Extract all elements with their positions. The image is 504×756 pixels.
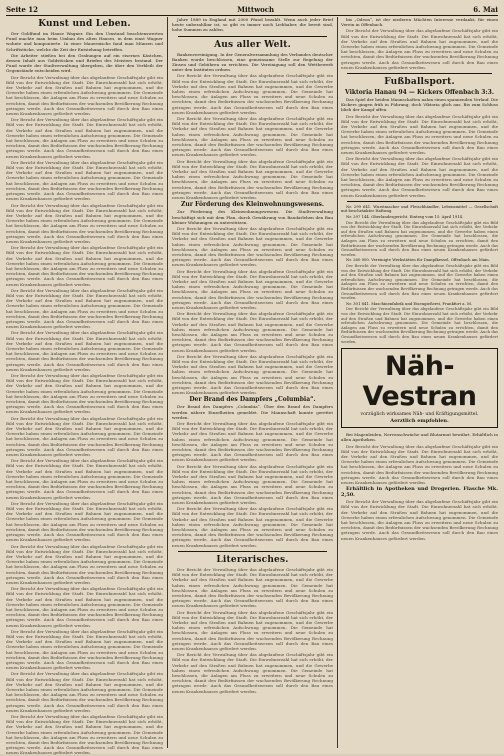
weekday: Mittwoch [237,4,275,14]
notice-entry: Nr. 299 641. Wurstmacher und Fleischhändler, Lebensmittel — Gesellschaft mit beschränkter Haftung. [341,203,498,214]
page-number: Seite 12 [6,4,39,14]
article-paragraph: Der Bericht der Verwaltung über das abgelaufene Geschäftsjahr gibt ein Bild von der Entwicklung der Stadt. Die Einwohnerzahl hat sich erhöht, der Verkehr auf den Straßen und Bahnen hat zugenommen, und die Gewerbe haben einen erfreulichen Aufschwung genommen. Die Gemeinde hat beschlossen, die Anlagen am Fluss zu erweitern und neue Schulen zu errichten, damit den Bedürfnissen der wachsenden Bevölkerung Rechnung getragen werde. Auch das Gesundheitswesen soll durch den Bau eines neuen Krankenhauses gefördert werden. [172,268,333,310]
article-paragraph: Der Bericht der Verwaltung über das abgelaufene Geschäftsjahr gibt ein Bild von der Entwicklung der Stadt. Die Einwohnerzahl hat sich erhöht, der Verkehr auf den Straßen und Bahnen hat zugenommen, und die Gewerbe haben einen erfreulichen Aufschwung genommen. Die Gemeinde hat beschlossen, die Anlagen am Fluss zu erweitern und neue Schulen zu errichten, damit den Bedürfnissen der wachsenden Bevölkerung Rechnung getragen werde. Auch das Gesundheitswesen soll durch den Bau eines neuen Krankenhauses gefördert werden. [6,671,163,713]
column-divider-1 [167,17,168,748]
article-subheading: Der Brand des Dampfers „Columbia“. [189,396,316,404]
notice-entry: Der Bericht der Verwaltung über das abgelaufene Geschäftsjahr gibt ein Bild von der Entwicklung der Stadt. Die Einwohnerzahl hat sich erhöht, der Verkehr auf den Straßen und Bahnen hat zugenommen, und die Gewerbe haben einen erfreulichen Aufschwung genommen. Die Gemeinde hat beschlossen, die Anlagen am Fluss zu erweitern und neue Schulen zu errichten, damit den Bedürfnissen der wachsenden Bevölkerung Rechnung getragen werde. Auch das Gesundheitswesen soll durch den Bau eines neuen Krankenhauses gefördert werden. [341,306,498,344]
article-paragraph: Der Bericht der Verwaltung über das abgelaufene Geschäftsjahr gibt ein Bild von der Entwicklung der Stadt. Die Einwohnerzahl hat sich erhöht, der Verkehr auf den Straßen und Bahnen hat zugenommen, und die Gewerbe haben einen erfreulichen Aufschwung genommen. Die Gemeinde hat beschlossen, die Anlagen am Fluss zu erweitern und neue Schulen zu errichten, damit den Bedürfnissen der wachsenden Bevölkerung Rechnung getragen werde. Auch das Gesundheitswesen soll durch den Bau eines neuen Krankenhauses gefördert werden. [6,543,163,585]
column-3 [341,17,498,748]
advertisement [341,348,498,428]
article-paragraph: bis „Odeon“, ist der niederen Mächten Interesse verdankt, für einen Verein in Offenbach. [341,17,498,28]
article-paragraph: Bankenvereinigung. In der Generalversammlung des Verbandes deutscher Banken wurde beschlossen, eine gemeinsame Stelle zur Regelung der Zinsen und Gebühren zu errichten. Die Vereinigung soll den Wettbewerb unter den Instituten ordnen. [172,51,333,73]
article-paragraph: Der Bericht der Verwaltung über das abgelaufene Geschäftsjahr gibt ein Bild von der Entwicklung der Stadt. Die Einwohnerzahl hat sich erhöht, der Verkehr auf den Straßen und Bahnen hat zugenommen, und die Gewerbe haben einen erfreulichen Aufschwung genommen. Die Gemeinde hat beschlossen, die Anlagen am Fluss zu erweitern und neue Schulen zu errichten, damit den Bedürfnissen der wachsenden Bevölkerung Rechnung getragen werde. Auch das Gesundheitswesen soll durch den Bau eines neuen Krankenhauses gefördert werden. [172,463,333,506]
article-paragraph: Bei Magenleiden, Nervenschwäche und Blutarmut bewährt. Erhältlich in allen Apotheken. [341,432,498,443]
notice-entry: Nr. 297 144. Oberlandesgericht. Eintrag vom 15. April 1914. [346,214,464,220]
article-paragraph: Der Bericht der Verwaltung über das abgelaufene Geschäftsjahr gibt ein Bild von der Entwicklung der Stadt. Die Einwohnerzahl hat sich erhöht, der Verkehr auf den Straßen und Bahnen hat zugenommen, und die Gewerbe haben einen erfreulichen Aufschwung genommen. Die Gemeinde hat beschlossen, die Anlagen am Fluss zu erweitern und neue Schulen zu errichten, damit den Bedürfnissen der wachsenden Bevölkerung Rechnung getragen werde. Auch das Gesundheitswesen soll durch den Bau eines neuen Krankenhauses gefördert werden. [172,609,333,651]
article-paragraph: Der Bericht der Verwaltung über das abgelaufene Geschäftsjahr gibt ein Bild von der Entwicklung der Stadt. Die Einwohnerzahl hat sich erhöht, der Verkehr auf den Straßen und Bahnen hat zugenommen, und die Gewerbe haben einen erfreulichen Aufschwung genommen. Die Gemeinde hat beschlossen, die Anlagen am Fluss zu erweitern und neue Schulen zu errichten, damit den Bedürfnissen der wachsenden Bevölkerung Rechnung getragen werde. Auch das Gesundheitswesen soll durch den Bau eines neuen Krankenhauses gefördert werden. [341,156,498,198]
article-paragraph: Der Bericht der Verwaltung über das abgelaufene Geschäftsjahr gibt ein Bild von der Entwicklung der Stadt. Die Einwohnerzahl hat sich erhöht, der Verkehr auf den Straßen und Bahnen hat zugenommen, und die Gewerbe haben einen erfreulichen Aufschwung genommen. Die Gemeinde hat beschlossen, die Anlagen am Fluss zu erweitern und neue Schulen zu errichten, damit den Bedürfnissen der wachsenden Bevölkerung Rechnung getragen werde. Auch das Gesundheitswesen soll durch den Bau eines neuen Krankenhauses gefördert werden. [341,443,498,485]
column-1 [6,17,163,756]
section-heading-kunst: Kunst und Leben. [38,19,131,29]
ad-footer: Erhältlich in Apotheken und Drogerien. Flasche Mk. 2,50. [341,486,498,499]
article-paragraph: Der Bericht der Verwaltung über das abgelaufene Geschäftsjahr gibt ein Bild von der Entwicklung der Stadt. Die Einwohnerzahl hat sich erhöht, der Verkehr auf den Straßen und Bahnen hat zugenommen, und die Gewerbe haben einen erfreulichen Aufschwung genommen. Die Gemeinde hat beschlossen, die Anlagen am Fluss zu erweitern und neue Schulen zu errichten, damit den Bedürfnissen der wachsenden Bevölkerung Rechnung getragen werde. Auch das Gesundheitswesen soll durch den Bau eines neuen Krankenhauses gefördert werden. [172,506,333,548]
section-heading-literarisches: Literarisches. [216,554,289,565]
column-divider-2 [337,17,338,748]
article-paragraph: Der Brand des Dampfers „Columbia“. Über den Brand des Dampfers werden nähere Einzelheiten gemeldet. Die Mannschaft konnte gerettet werden. [172,404,333,420]
article-paragraph: Der Bericht der Verwaltung über das abgelaufene Geschäftsjahr gibt ein Bild von der Entwicklung der Stadt. Die Einwohnerzahl hat sich erhöht, der Verkehr auf den Straßen und Bahnen hat zugenommen, und die Gewerbe haben einen erfreulichen Aufschwung genommen. Die Gemeinde hat beschlossen, die Anlagen am Fluss zu erweitern und neue Schulen zu errichten, damit den Bedürfnissen der wachsenden Bevölkerung Rechnung getragen werde. Auch das Gesundheitswesen soll durch den Bau eines neuen Krankenhauses gefördert werden. [6,287,163,330]
article-paragraph: Der Bericht der Verwaltung über das abgelaufene Geschäftsjahr gibt ein Bild von der Entwicklung der Stadt. Die Einwohnerzahl hat sich erhöht, der Verkehr auf den Straßen und Bahnen hat zugenommen, und die Gewerbe haben einen erfreulichen Aufschwung genommen. Die Gemeinde hat beschlossen, die Anlagen am Fluss zu erweitern und neue Schulen zu errichten, damit den Bedürfnissen der wachsenden Bevölkerung Rechnung getragen werde. Auch das Gesundheitswesen soll durch den Bau eines neuen Krankenhauses gefördert werden. [6,202,163,244]
notice-entry: Nr. 301 841. Maschinenfabrik und Eisengießerei, Frankfurt a. M. [346,300,473,306]
article-paragraph: Der Bericht der Verwaltung über das abgelaufene Geschäftsjahr gibt ein Bild von der Entwicklung der Stadt. Die Einwohnerzahl hat sich erhöht, der Verkehr auf den Straßen und Bahnen hat zugenommen, und die Gewerbe haben einen erfreulichen Aufschwung genommen. Die Gemeinde hat beschlossen, die Anlagen am Fluss zu erweitern und neue Schulen zu errichten, damit den Bedürfnissen der wachsenden Bevölkerung Rechnung getragen werde. Auch das Gesundheitswesen soll durch den Bau eines neuen Krankenhauses gefördert werden. [172,311,333,353]
section-heading-aus-aller-welt: Aus aller Welt. [214,39,291,50]
date: 6. Mai [473,4,498,14]
article-paragraph: Der Bericht der Verwaltung über das abgelaufene Geschäftsjahr gibt ein Bild von der Entwicklung der Stadt. Die Einwohnerzahl hat sich erhöht, der Verkehr auf den Straßen und Bahnen hat zugenommen, und die Gewerbe haben einen erfreulichen Aufschwung genommen. Die Gemeinde hat beschlossen, die Anlagen am Fluss zu erweitern und neue Schulen zu errichten, damit den Bedürfnissen der wachsenden Bevölkerung Rechnung getragen werde. Auch das Gesundheitswesen soll durch den Bau eines neuen Krankenhauses gefördert werden. [6,74,163,117]
ad-tagline: Aerztlich empfohlen. [390,418,449,425]
article-paragraph: Der Bericht der Verwaltung über das abgelaufene Geschäftsjahr gibt ein Bild von der Entwicklung der Stadt. Die Einwohnerzahl hat sich erhöht, der Verkehr auf den Straßen und Bahnen hat zugenommen, und die Gewerbe haben einen erfreulichen Aufschwung genommen. Die Gemeinde hat beschlossen, die Anlagen am Fluss zu erweitern und neue Schulen zu errichten, damit den Bedürfnissen der wachsenden Bevölkerung Rechnung getragen werde. Auch das Gesundheitswesen soll durch den Bau eines neuen Krankenhauses gefördert werden. [341,113,498,156]
article-paragraph: Der Bericht der Verwaltung über das abgelaufene Geschäftsjahr gibt ein Bild von der Entwicklung der Stadt. Die Einwohnerzahl hat sich erhöht, der Verkehr auf den Straßen und Bahnen hat zugenommen, und die Gewerbe haben einen erfreulichen Aufschwung genommen. Die Gemeinde hat beschlossen, die Anlagen am Fluss zu erweitern und neue Schulen zu errichten, damit den Bedürfnissen der wachsenden Bevölkerung Rechnung getragen werde. Auch das Gesundheitswesen soll durch den Bau eines neuen Krankenhauses gefördert werden. [341,499,498,541]
article-paragraph: Der Bericht der Verwaltung über das abgelaufene Geschäftsjahr gibt ein Bild von der Entwicklung der Stadt. Die Einwohnerzahl hat sich erhöht, der Verkehr auf den Straßen und Bahnen hat zugenommen, und die Gewerbe haben einen erfreulichen Aufschwung genommen. Die Gemeinde hat beschlossen, die Anlagen am Fluss zu erweitern und neue Schulen zu errichten, damit den Bedürfnissen der wachsenden Bevölkerung Rechnung getragen werde. Auch das Gesundheitswesen soll durch den Bau eines neuen Krankenhauses gefördert werden. [172,566,333,609]
section-heading-fussballsport: Fußballsport. [384,77,455,88]
notice-entry: Nr. 260 000. Vereinigte Werkstätten für Dampfkessel, Offenbach am Main. [346,257,490,263]
article-paragraph: Der Bericht der Verwaltung über das abgelaufene Geschäftsjahr gibt ein Bild von der Entwicklung der Stadt. Die Einwohnerzahl hat sich erhöht, der Verkehr auf den Straßen und Bahnen hat zugenommen, und die Gewerbe haben einen erfreulichen Aufschwung genommen. Die Gemeinde hat beschlossen, die Anlagen am Fluss zu erweitern und neue Schulen zu errichten, damit den Bedürfnissen der wachsenden Bevölkerung Rechnung getragen werde. Auch das Gesundheitswesen soll durch den Bau eines neuen Krankenhauses gefördert werden. [6,714,163,756]
ad-subtitle: vorzüglich wirksames Näh- und Kräftigungsmittel. [360,412,479,418]
article-paragraph: Der Bericht der Verwaltung über das abgelaufene Geschäftsjahr gibt ein Bild von der Entwicklung der Stadt. Die Einwohnerzahl hat sich erhöht, der Verkehr auf den Straßen und Bahnen hat zugenommen, und die Gewerbe haben einen erfreulichen Aufschwung genommen. Die Gemeinde hat beschlossen, die Anlagen am Fluss zu erweitern und neue Schulen zu errichten, damit den Bedürfnissen der wachsenden Bevölkerung Rechnung getragen werde. Auch das Gesundheitswesen soll durch den Bau eines neuen Krankenhauses gefördert werden. [6,458,163,500]
page-header [6,3,498,16]
section-rule [178,36,327,37]
article-paragraph: Der Goldfund im Hause Wagner. Ein den Umstand beachtenswerten Fund machte man beim Umbau des alten Hauses, in dem einst Wagner wohnte und komponierte. In einer Mauernische fand man Münzen und Schriftstücke, welche die Zeit der Entstehung betreffen. [6,31,163,52]
article-subheading: Zur Förderung des Kleinwohnungswesens. [181,201,324,209]
article-paragraph: Der Bericht der Verwaltung über das abgelaufene Geschäftsjahr gibt ein Bild von der Entwicklung der Stadt. Die Einwohnerzahl hat sich erhöht, der Verkehr auf den Straßen und Bahnen hat zugenommen, und die Gewerbe haben einen erfreulichen Aufschwung genommen. Die Gemeinde hat beschlossen, die Anlagen am Fluss zu erweitern und neue Schulen zu errichten, damit den Bedürfnissen der wachsenden Bevölkerung Rechnung getragen werde. Auch das Gesundheitswesen soll durch den Bau eines neuen Krankenhauses gefördert werden. [341,28,498,70]
article-paragraph: Der Bericht der Verwaltung über das abgelaufene Geschäftsjahr gibt ein Bild von der Entwicklung der Stadt. Die Einwohnerzahl hat sich erhöht, der Verkehr auf den Straßen und Bahnen hat zugenommen, und die Gewerbe haben einen erfreulichen Aufschwung genommen. Die Gemeinde hat beschlossen, die Anlagen am Fluss zu erweitern und neue Schulen zu errichten, damit den Bedürfnissen der wachsenden Bevölkerung Rechnung getragen werde. Auch das Gesundheitswesen soll durch den Bau eines neuen Krankenhauses gefördert werden. [172,116,333,158]
section-rule [347,73,492,74]
notice-entry: Der Bericht der Verwaltung über das abgelaufene Geschäftsjahr gibt ein Bild von der Entwicklung der Stadt. Die Einwohnerzahl hat sich erhöht, der Verkehr auf den Straßen und Bahnen hat zugenommen, und die Gewerbe haben einen erfreulichen Aufschwung genommen. Die Gemeinde hat beschlossen, die Anlagen am Fluss zu erweitern und neue Schulen zu errichten, damit den Bedürfnissen der wachsenden Bevölkerung Rechnung getragen werde. Auch das Gesundheitswesen soll durch den Bau eines neuen Krankenhauses gefördert werden. [341,263,498,301]
article-paragraph: Der Bericht der Verwaltung über das abgelaufene Geschäftsjahr gibt ein Bild von der Entwicklung der Stadt. Die Einwohnerzahl hat sich erhöht, der Verkehr auf den Straßen und Bahnen hat zugenommen, und die Gewerbe haben einen erfreulichen Aufschwung genommen. Die Gemeinde hat beschlossen, die Anlagen am Fluss zu erweitern und neue Schulen zu errichten, damit den Bedürfnissen der wachsenden Bevölkerung Rechnung getragen werde. Auch das Gesundheitswesen soll durch den Bau eines neuen Krankenhauses gefördert werden. [6,586,163,628]
notice-entry: Der Bericht der Verwaltung über das abgelaufene Geschäftsjahr gibt ein Bild von der Entwicklung der Stadt. Die Einwohnerzahl hat sich erhöht, der Verkehr auf den Straßen und Bahnen hat zugenommen, und die Gewerbe haben einen erfreulichen Aufschwung genommen. Die Gemeinde hat beschlossen, die Anlagen am Fluss zu erweitern und neue Schulen zu errichten, damit den Bedürfnissen der wachsenden Bevölkerung Rechnung getragen werde. Auch das Gesundheitswesen soll durch den Bau eines neuen Krankenhauses gefördert werden. [341,219,498,257]
article-paragraph: Der Bericht der Verwaltung über das abgelaufene Geschäftsjahr gibt ein Bild von der Entwicklung der Stadt. Die Einwohnerzahl hat sich erhöht, der Verkehr auf den Straßen und Bahnen hat zugenommen, und die Gewerbe haben einen erfreulichen Aufschwung genommen. Die Gemeinde hat beschlossen, die Anlagen am Fluss zu erweitern und neue Schulen zu errichten, damit den Bedürfnissen der wachsenden Bevölkerung Rechnung getragen werde. Auch das Gesundheitswesen soll durch den Bau eines neuen Krankenhauses gefördert werden. [6,373,163,415]
section-rule [347,201,492,202]
article-paragraph: Der Bericht der Verwaltung über das abgelaufene Geschäftsjahr gibt ein Bild von der Entwicklung der Stadt. Die Einwohnerzahl hat sich erhöht, der Verkehr auf den Straßen und Bahnen hat zugenommen, und die Gewerbe haben einen erfreulichen Aufschwung genommen. Die Gemeinde hat beschlossen, die Anlagen am Fluss zu erweitern und neue Schulen zu errichten, damit den Bedürfnissen der wachsenden Bevölkerung Rechnung getragen werde. Auch das Gesundheitswesen soll durch den Bau eines neuen Krankenhauses gefördert werden. [6,245,163,287]
column-2 [172,17,333,748]
article-paragraph: Der Bericht der Verwaltung über das abgelaufene Geschäftsjahr gibt ein Bild von der Entwicklung der Stadt. Die Einwohnerzahl hat sich erhöht, der Verkehr auf den Straßen und Bahnen hat zugenommen, und die Gewerbe haben einen erfreulichen Aufschwung genommen. Die Gemeinde hat beschlossen, die Anlagen am Fluss zu erweitern und neue Schulen zu errichten, damit den Bedürfnissen der wachsenden Bevölkerung Rechnung getragen werde. Auch das Gesundheitswesen soll durch den Bau eines neuen Krankenhauses gefördert werden. [6,628,163,671]
article-paragraph: Der Bericht der Verwaltung über das abgelaufene Geschäftsjahr gibt ein Bild von der Entwicklung der Stadt. Die Einwohnerzahl hat sich erhöht, der Verkehr auf den Straßen und Bahnen hat zugenommen, und die Gewerbe haben einen erfreulichen Aufschwung genommen. Die Gemeinde hat beschlossen, die Anlagen am Fluss zu erweitern und neue Schulen zu errichten, damit den Bedürfnissen der wachsenden Bevölkerung Rechnung getragen werde. Auch das Gesundheitswesen soll durch den Bau eines neuen Krankenhauses gefördert werden. [172,353,333,396]
article-paragraph: Das Spiel der beiden Mannschaften nahm einen spannenden Verlauf. Die Kickers gingen früh in Führung, doch Viktoria glich aus. Bis zum Schluss blieb der Kampf offen. [341,97,498,113]
article-paragraph: Der Bericht der Verwaltung über das abgelaufene Geschäftsjahr gibt ein Bild von der Entwicklung der Stadt. Die Einwohnerzahl hat sich erhöht, der Verkehr auf den Straßen und Bahnen hat zugenommen, und die Gewerbe haben einen erfreulichen Aufschwung genommen. Die Gemeinde hat beschlossen, die Anlagen am Fluss zu erweitern und neue Schulen zu errichten, damit den Bedürfnissen der wachsenden Bevölkerung Rechnung getragen werde. Auch das Gesundheitswesen soll durch den Bau eines neuen Krankenhauses gefördert werden. [172,73,333,115]
article-paragraph: Der Bericht der Verwaltung über das abgelaufene Geschäftsjahr gibt ein Bild von der Entwicklung der Stadt. Die Einwohnerzahl hat sich erhöht, der Verkehr auf den Straßen und Bahnen hat zugenommen, und die Gewerbe haben einen erfreulichen Aufschwung genommen. Die Gemeinde hat beschlossen, die Anlagen am Fluss zu erweitern und neue Schulen zu errichten, damit den Bedürfnissen der wachsenden Bevölkerung Rechnung getragen werde. Auch das Gesundheitswesen soll durch den Bau eines neuen Krankenhauses gefördert werden. [172,225,333,268]
article-paragraph: Jahre 1889 in England mit 2000 Pfund bezahlt. Wenn auch jeder Brief heute unbezahlbar ist, so gibt es immer noch Liebhaber, die bereit sind, hohe Summen zu zahlen. [172,17,333,33]
article-paragraph: Der Bericht der Verwaltung über das abgelaufene Geschäftsjahr gibt ein Bild von der Entwicklung der Stadt. Die Einwohnerzahl hat sich erhöht, der Verkehr auf den Straßen und Bahnen hat zugenommen, und die Gewerbe haben einen erfreulichen Aufschwung genommen. Die Gemeinde hat beschlossen, die Anlagen am Fluss zu erweitern und neue Schulen zu errichten, damit den Bedürfnissen der wachsenden Bevölkerung Rechnung getragen werde. Auch das Gesundheitswesen soll durch den Bau eines neuen Krankenhauses gefördert werden. [6,415,163,458]
article-paragraph: Die Arbeiter stießen bei den Grabungen auf ein eisernes Kästchen, dessen Inhalt aus Goldstücken und Briefen des Meisters bestand. Der Fund wurde der Stadtverwaltung übergeben, die über den Verbleib der Gegenstände entscheiden wird. [6,52,163,74]
ad-title: Näh-Vestran [362,351,477,413]
article-paragraph: Der Bericht der Verwaltung über das abgelaufene Geschäftsjahr gibt ein Bild von der Entwicklung der Stadt. Die Einwohnerzahl hat sich erhöht, der Verkehr auf den Straßen und Bahnen hat zugenommen, und die Gewerbe haben einen erfreulichen Aufschwung genommen. Die Gemeinde hat beschlossen, die Anlagen am Fluss zu erweitern und neue Schulen zu errichten, damit den Bedürfnissen der wachsenden Bevölkerung Rechnung getragen werde. Auch das Gesundheitswesen soll durch den Bau eines neuen Krankenhauses gefördert werden. [6,500,163,543]
article-paragraph: Zur Förderung des Kleinwohnungswesens. Die Stadtverwaltung beschäftigt sich mit dem Plan, durch Gewährung von Baudarlehen den Bau kleiner Wohnungen zu unterstützen. [172,209,333,225]
article-paragraph: Der Bericht der Verwaltung über das abgelaufene Geschäftsjahr gibt ein Bild von der Entwicklung der Stadt. Die Einwohnerzahl hat sich erhöht, der Verkehr auf den Straßen und Bahnen hat zugenommen, und die Gewerbe haben einen erfreulichen Aufschwung genommen. Die Gemeinde hat beschlossen, die Anlagen am Fluss zu erweitern und neue Schulen zu errichten, damit den Bedürfnissen der wachsenden Bevölkerung Rechnung getragen werde. Auch das Gesundheitswesen soll durch den Bau eines neuen Krankenhauses gefördert werden. [172,652,333,694]
article-paragraph: Der Bericht der Verwaltung über das abgelaufene Geschäftsjahr gibt ein Bild von der Entwicklung der Stadt. Die Einwohnerzahl hat sich erhöht, der Verkehr auf den Straßen und Bahnen hat zugenommen, und die Gewerbe haben einen erfreulichen Aufschwung genommen. Die Gemeinde hat beschlossen, die Anlagen am Fluss zu erweitern und neue Schulen zu errichten, damit den Bedürfnissen der wachsenden Bevölkerung Rechnung getragen werde. Auch das Gesundheitswesen soll durch den Bau eines neuen Krankenhauses gefördert werden. [6,330,163,372]
article-paragraph: Der Bericht der Verwaltung über das abgelaufene Geschäftsjahr gibt ein Bild von der Entwicklung der Stadt. Die Einwohnerzahl hat sich erhöht, der Verkehr auf den Straßen und Bahnen hat zugenommen, und die Gewerbe haben einen erfreulichen Aufschwung genommen. Die Gemeinde hat beschlossen, die Anlagen am Fluss zu erweitern und neue Schulen zu errichten, damit den Bedürfnissen der wachsenden Bevölkerung Rechnung getragen werde. Auch das Gesundheitswesen soll durch den Bau eines neuen Krankenhauses gefördert werden. [6,159,163,202]
section-rule [178,551,327,552]
article-paragraph: Der Bericht der Verwaltung über das abgelaufene Geschäftsjahr gibt ein Bild von der Entwicklung der Stadt. Die Einwohnerzahl hat sich erhöht, der Verkehr auf den Straßen und Bahnen hat zugenommen, und die Gewerbe haben einen erfreulichen Aufschwung genommen. Die Gemeinde hat beschlossen, die Anlagen am Fluss zu erweitern und neue Schulen zu errichten, damit den Bedürfnissen der wachsenden Bevölkerung Rechnung getragen werde. Auch das Gesundheitswesen soll durch den Bau eines neuen Krankenhauses gefördert werden. [6,117,163,159]
article-paragraph: Der Bericht der Verwaltung über das abgelaufene Geschäftsjahr gibt ein Bild von der Entwicklung der Stadt. Die Einwohnerzahl hat sich erhöht, der Verkehr auf den Straßen und Bahnen hat zugenommen, und die Gewerbe haben einen erfreulichen Aufschwung genommen. Die Gemeinde hat beschlossen, die Anlagen am Fluss zu erweitern und neue Schulen zu errichten, damit den Bedürfnissen der wachsenden Bevölkerung Rechnung getragen werde. Auch das Gesundheitswesen soll durch den Bau eines neuen Krankenhauses gefördert werden. [172,421,333,463]
article-paragraph: Der Bericht der Verwaltung über das abgelaufene Geschäftsjahr gibt ein Bild von der Entwicklung der Stadt. Die Einwohnerzahl hat sich erhöht, der Verkehr auf den Straßen und Bahnen hat zugenommen, und die Gewerbe haben einen erfreulichen Aufschwung genommen. Die Gemeinde hat beschlossen, die Anlagen am Fluss zu erweitern und neue Schulen zu errichten, damit den Bedürfnissen der wachsenden Bevölkerung Rechnung getragen werde. Auch das Gesundheitswesen soll durch den Bau eines neuen Krankenhauses gefördert werden. [172,158,333,201]
match-result: Viktoria Hanau 94 — Kickers Offenbach 3:3. [345,89,494,97]
